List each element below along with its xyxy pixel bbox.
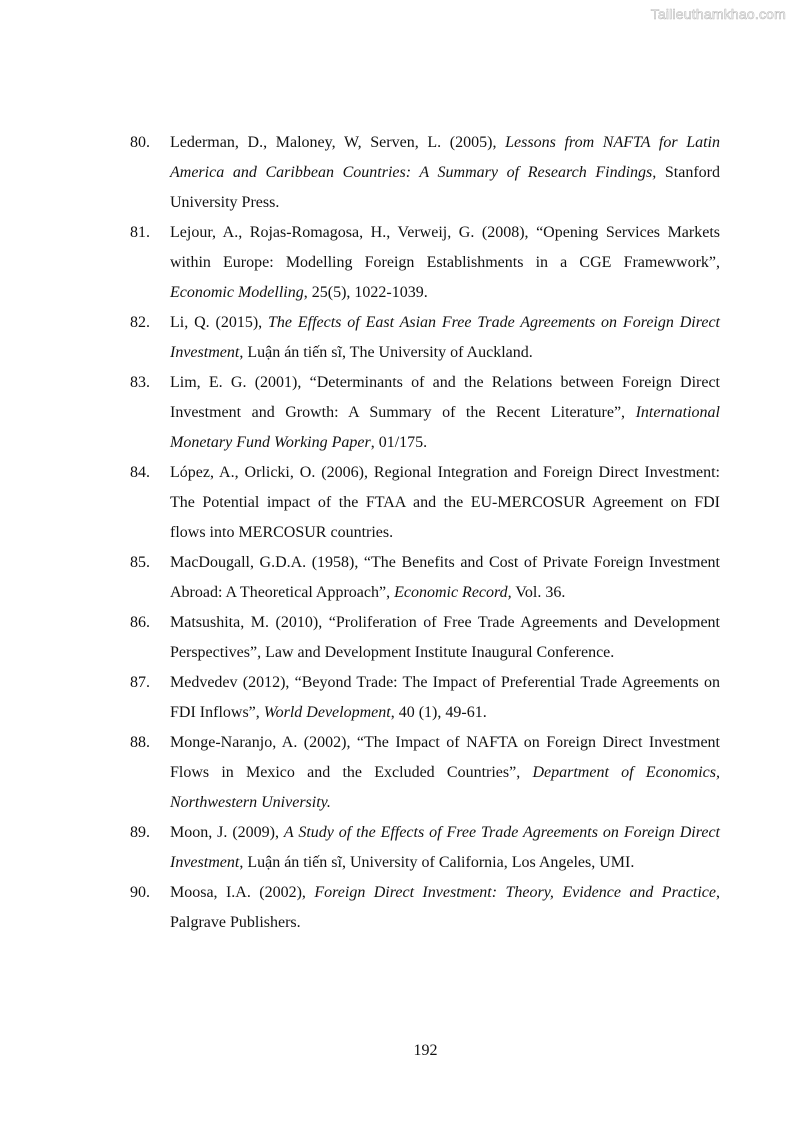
reference-segment: López, A., Orlicki, O. (2006), Regional Integration and Foreign Direct Investment: The Potential impact of the FTAA and the EU-MERCOSUR Agreement on FDI flows into MERCOSUR countries. [170,464,720,541]
reference-item [130,368,720,458]
reference-italic-segment: Economic Record, [394,584,512,601]
reference-segment: Stanford University Press. [170,164,721,211]
reference-segment: Vol. 36. [511,584,566,601]
reference-segment: Li, Q. (2015), [170,314,269,331]
watermark: Tailieuthamkhao.com [650,6,786,22]
reference-item [130,458,720,548]
reference-item [130,308,720,368]
reference-number: 89. [130,824,150,841]
reference-item [130,608,720,668]
reference-item [130,878,720,938]
reference-segment: , 01/175. [370,434,428,451]
reference-text [170,608,720,668]
reference-text [170,668,720,728]
reference-italic-segment: A Study of the Effects of Free Trade Agreements on Foreign Direct Investment [170,824,721,871]
reference-text [170,368,720,458]
reference-number: 90. [130,884,150,901]
reference-number: 87. [130,674,150,691]
reference-segment: Monge-Naranjo, A. (2002), “The Impact of NAFTA on Foreign Direct Investment Flows in Mexico and the Excluded Countries”, [170,734,720,781]
reference-segment: Moon, J. (2009), [170,824,284,841]
reference-italic-segment: Department of Economics, Northwestern University. [170,764,720,811]
reference-text [170,458,720,548]
reference-text [170,308,720,368]
reference-segment: MacDougall, G.D.A. (1958), “The Benefits and Cost of Private Foreign Investment Abroad: A Theoretical Approach”, [170,554,720,601]
page-number: 192 [413,1042,438,1059]
reference-segment: Lejour, A., Rojas-Romagosa, H., Verweij, G. (2008), “Opening Services Markets within Europe: Modelling Foreign Establishments in a CGE Framewwork”, [170,224,720,271]
reference-text [170,548,720,608]
reference-number: 81. [130,224,150,241]
reference-item [130,128,720,218]
reference-number: 84. [130,464,150,481]
reference-italic-segment: Lessons from NAFTA for Latin America and Caribbean Countries: A Summary of Research Findings, [170,134,721,181]
reference-segment: Moosa, I.A. (2002), [170,884,315,901]
reference-segment: Lim, E. G. (2001), “Determinants of and the Relations between Foreign Direct Investment and Growth: A Summary of the Recent Literature”, [170,374,720,421]
reference-text [170,878,720,938]
reference-segment: Medvedev (2012), “Beyond Trade: The Impact of Preferential Trade Agreements on FDI Inflows”, [170,674,720,721]
reference-italic-segment: World Development [263,704,391,721]
reference-segment: Matsushita, M. (2010), “Proliferation of Free Trade Agreements and Development Perspectives”, Law and Development Institute Inaugural Conference. [170,614,720,661]
reference-segment: , Luận án tiến sĩ, University of California, Los Angeles, UMI. [239,854,635,871]
reference-number: 88. [130,734,150,751]
reference-number: 85. [130,554,150,571]
reference-number: 80. [130,134,150,151]
reference-item [130,728,720,818]
reference-italic-segment: International Monetary Fund Working Paper [170,404,720,451]
reference-segment: , Luận án tiến sĩ, The University of Auckland. [239,344,533,361]
reference-item [130,548,720,608]
reference-text [170,218,720,308]
reference-italic-segment: Foreign Direct Investment: Theory, Evidence and Practice [314,884,717,901]
reference-list [130,128,720,938]
reference-italic-segment: The Effects of East Asian Free Trade Agreements on Foreign Direct Investment [170,314,721,361]
reference-text [170,128,720,218]
reference-segment: Lederman, D., Maloney, W, Serven, L. (2005), [170,134,506,151]
reference-text [170,728,720,818]
reference-segment: , 25(5), 1022-1039. [303,284,428,301]
reference-segment: , Palgrave Publishers. [170,884,721,931]
reference-item [130,818,720,878]
reference-number: 86. [130,614,150,631]
reference-number: 82. [130,314,150,331]
reference-text [170,818,720,878]
reference-number: 83. [130,374,150,391]
reference-segment: , 40 (1), 49-61. [390,704,487,721]
reference-item [130,218,720,308]
reference-italic-segment: Economic Modelling [170,284,304,301]
reference-item [130,668,720,728]
